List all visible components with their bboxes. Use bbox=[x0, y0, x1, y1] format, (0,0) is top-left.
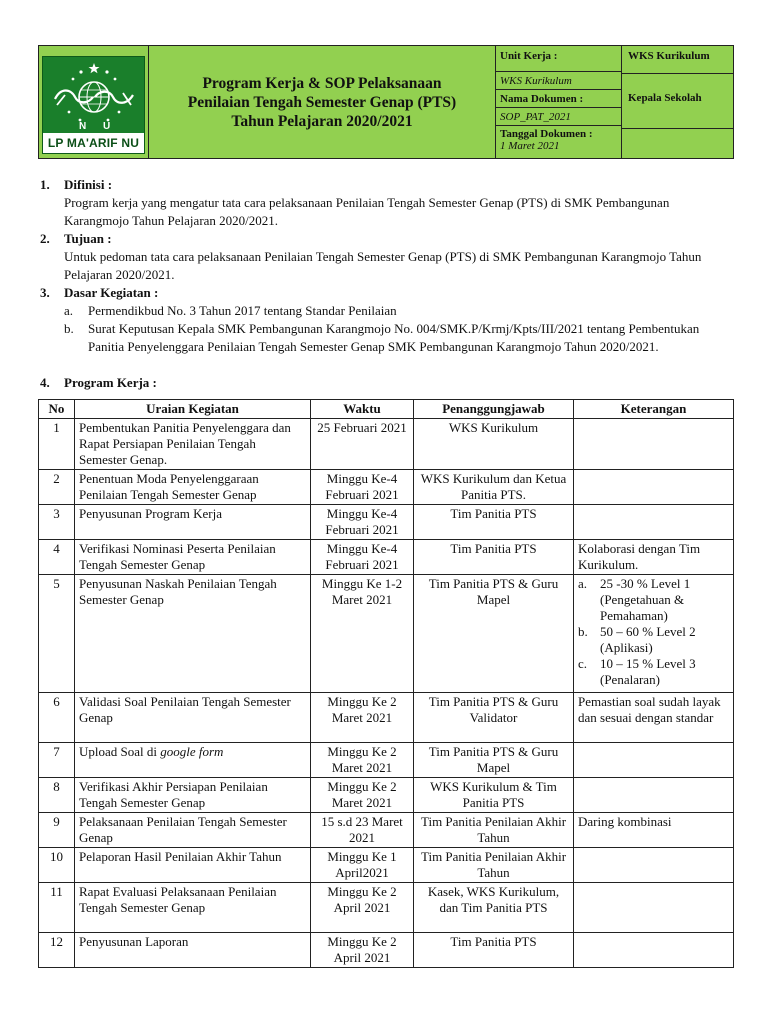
tanggal-label: Tanggal Dokumen : bbox=[500, 128, 593, 140]
cell-no: 8 bbox=[39, 778, 75, 813]
table-row bbox=[39, 883, 734, 933]
cell-uraian: Pembentukan Panitia Penyelenggara dan Rapat Persiapan Penilaian Tengah Semester Genap. bbox=[75, 419, 311, 470]
cell-no: 10 bbox=[39, 848, 75, 883]
cell-keterangan: Pemastian soal sudah layak dan sesuai dengan standar bbox=[574, 693, 734, 743]
table-row bbox=[39, 505, 734, 540]
cell-no: 12 bbox=[39, 933, 75, 968]
cell-no: 6 bbox=[39, 693, 75, 743]
cell-waktu: Minggu Ke 1-2 Maret 2021 bbox=[311, 575, 414, 693]
doc-title-line-3: Tahun Pelajaran 2020/2021 bbox=[231, 112, 413, 130]
logo-caption: LP MA'ARIF NU bbox=[43, 133, 144, 153]
level-item bbox=[578, 624, 729, 656]
cell-waktu: 25 Februari 2021 bbox=[311, 419, 414, 470]
cell-uraian: Penyusunan Naskah Penilaian Tengah Semester Genap bbox=[75, 575, 311, 693]
level-text: 10 – 15 % Level 3 (Penalaran) bbox=[600, 656, 696, 687]
cell-pj: Tim Panitia PTS bbox=[414, 933, 574, 968]
cell-no: 11 bbox=[39, 883, 75, 933]
table-row bbox=[39, 813, 734, 848]
logo-letter-n: N bbox=[79, 121, 87, 132]
cell-no: 2 bbox=[39, 470, 75, 505]
cell-uraian: Verifikasi Akhir Persiapan Penilaian Tengah Semester Genap bbox=[75, 778, 311, 813]
section-number: 2. bbox=[40, 231, 50, 246]
cell-pj: Tim Panitia PTS & Guru Mapel bbox=[414, 743, 574, 778]
cell-waktu: Minggu Ke 2 Maret 2021 bbox=[311, 743, 414, 778]
cell-pj: Tim Panitia Penilaian Akhir Tahun bbox=[414, 813, 574, 848]
unit-kerja-label: Unit Kerja : bbox=[496, 46, 621, 72]
section-title: Difinisi : bbox=[64, 177, 113, 192]
section-title: Tujuan : bbox=[64, 231, 112, 246]
cell-keterangan: Daring kombinasi bbox=[574, 813, 734, 848]
section-number: 4. bbox=[40, 375, 50, 390]
nama-dokumen-value: SOP_PAT_2021 bbox=[496, 108, 621, 126]
level-text: 25 -30 % Level 1 (Pengetahuan & Pemahaman) bbox=[600, 576, 691, 623]
cell-no: 9 bbox=[39, 813, 75, 848]
cell-keterangan bbox=[574, 575, 734, 693]
cell-uraian: Validasi Soal Penilaian Tengah Semester Genap bbox=[75, 693, 311, 743]
cell-no: 7 bbox=[39, 743, 75, 778]
cell-waktu: Minggu Ke 2 Maret 2021 bbox=[311, 778, 414, 813]
nama-dokumen-label: Nama Dokumen : bbox=[496, 90, 621, 108]
uraian-text: Upload Soal di bbox=[79, 744, 161, 759]
cell-uraian: Verifikasi Nominasi Peserta Penilaian Tengah Semester Genap bbox=[75, 540, 311, 575]
section-text: Untuk pedoman tata cara pelaksanaan Penilaian Tengah Semester Genap (PTS) di SMK Pembangunan Karangmojo Tahun Pelajaran 2020/2021. bbox=[64, 249, 702, 282]
kepala-sekolah-label: Kepala Sekolah bbox=[622, 74, 733, 129]
level-letter: a. bbox=[578, 576, 588, 591]
table-row bbox=[39, 693, 734, 743]
doc-title-line-1: Program Kerja & SOP Pelaksanaan bbox=[202, 74, 442, 92]
uraian-italic-text: google form bbox=[160, 744, 224, 759]
signature-blank bbox=[622, 129, 733, 158]
wks-kurikulum-label: WKS Kurikulum bbox=[622, 46, 733, 74]
cell-pj: Tim Panitia PTS bbox=[414, 505, 574, 540]
doc-title-line-2: Penilaian Tengah Semester Genap (PTS) bbox=[187, 93, 457, 111]
cell-waktu: Minggu Ke-4 Februari 2021 bbox=[311, 470, 414, 505]
lp-maarif-nu-logo bbox=[42, 56, 145, 154]
item-letter: a. bbox=[64, 303, 74, 318]
cell-no: 4 bbox=[39, 540, 75, 575]
cell-no: 3 bbox=[39, 505, 75, 540]
cell-pj: WKS Kurikulum & Tim Panitia PTS bbox=[414, 778, 574, 813]
cell-keterangan bbox=[574, 778, 734, 813]
col-header-pj: Penanggungjawab bbox=[414, 400, 574, 419]
table-row bbox=[39, 575, 734, 693]
table-row bbox=[39, 470, 734, 505]
dasar-item-b bbox=[40, 320, 730, 356]
table-row bbox=[39, 778, 734, 813]
col-header-no: No bbox=[39, 400, 75, 419]
table-row bbox=[39, 743, 734, 778]
cell-pj: Tim Panitia PTS & Guru Validator bbox=[414, 693, 574, 743]
cell-uraian: Penentuan Moda Penyelenggaraan Penilaian Tengah Semester Genap bbox=[75, 470, 311, 505]
cell-pj: Tim Panitia PTS bbox=[414, 540, 574, 575]
section-dasar-kegiatan bbox=[40, 284, 730, 356]
cell-waktu: Minggu Ke-4 Februari 2021 bbox=[311, 540, 414, 575]
col-header-waktu: Waktu bbox=[311, 400, 414, 419]
cell-waktu: Minggu Ke-4 Februari 2021 bbox=[311, 505, 414, 540]
level-text: 50 – 60 % Level 2 (Aplikasi) bbox=[600, 624, 696, 655]
level-letter: b. bbox=[578, 624, 588, 639]
item-text: Surat Keputusan Kepala SMK Pembangunan Karangmojo No. 004/SMK.P/Krmj/Kpts/III/2021 tentang Pembentukan Panitia Penyelenggara Penilaian Tengah Semester Genap SMK Pembangunan Karangmojo Tahun 2020/2021. bbox=[88, 321, 700, 354]
meta-cell bbox=[496, 46, 622, 159]
level-letter: c. bbox=[578, 656, 588, 671]
level-list bbox=[578, 576, 729, 688]
cell-uraian: Pelaporan Hasil Penilaian Akhir Tahun bbox=[75, 848, 311, 883]
level-item bbox=[578, 656, 729, 688]
cell-pj: WKS Kurikulum bbox=[414, 419, 574, 470]
table-row bbox=[39, 540, 734, 575]
cell-waktu: Minggu Ke 2 April 2021 bbox=[311, 883, 414, 933]
cell-keterangan: Kolaborasi dengan Tim Kurikulum. bbox=[574, 540, 734, 575]
dasar-item-a bbox=[40, 302, 730, 320]
cell-waktu: Minggu Ke 1 April2021 bbox=[311, 848, 414, 883]
cell-pj: Kasek, WKS Kurikulum, dan Tim Panitia PTS bbox=[414, 883, 574, 933]
program-kerja-table bbox=[38, 399, 734, 968]
level-item bbox=[578, 576, 729, 624]
table-header-row bbox=[39, 400, 734, 419]
cell-waktu: Minggu Ke 2 April 2021 bbox=[311, 933, 414, 968]
item-text: Permendikbud No. 3 Tahun 2017 tentang Standar Penilaian bbox=[88, 303, 397, 318]
title-cell bbox=[149, 46, 496, 159]
cell-pj: Tim Panitia Penilaian Akhir Tahun bbox=[414, 848, 574, 883]
cell-keterangan bbox=[574, 505, 734, 540]
col-header-uraian: Uraian Kegiatan bbox=[75, 400, 311, 419]
approval-cell bbox=[622, 46, 734, 159]
table-row bbox=[39, 848, 734, 883]
cell-uraian: Pelaksanaan Penilaian Tengah Semester Genap bbox=[75, 813, 311, 848]
cell-uraian: Penyusunan Laporan bbox=[75, 933, 311, 968]
cell-keterangan bbox=[574, 883, 734, 933]
section-number: 3. bbox=[40, 285, 50, 300]
cell-pj: WKS Kurikulum dan Ketua Panitia PTS. bbox=[414, 470, 574, 505]
cell-uraian bbox=[75, 743, 311, 778]
cell-no: 5 bbox=[39, 575, 75, 693]
item-letter: b. bbox=[64, 321, 74, 336]
section-program-kerja bbox=[40, 374, 730, 392]
section-title: Program Kerja : bbox=[64, 375, 157, 390]
logo-cell bbox=[39, 46, 149, 159]
cell-uraian: Penyusunan Program Kerja bbox=[75, 505, 311, 540]
unit-kerja-value: WKS Kurikulum bbox=[496, 72, 621, 90]
section-tujuan bbox=[40, 230, 730, 284]
cell-keterangan bbox=[574, 933, 734, 968]
table-row bbox=[39, 933, 734, 968]
section-title: Dasar Kegiatan : bbox=[64, 285, 159, 300]
cell-uraian: Rapat Evaluasi Pelaksanaan Penilaian Tengah Semester Genap bbox=[75, 883, 311, 933]
section-number: 1. bbox=[40, 177, 50, 192]
section-text: Program kerja yang mengatur tata cara pelaksanaan Penilaian Tengah Semester Genap (PTS) di SMK Pembangunan Karangmojo Tahun Pelajaran 2020/2021. bbox=[64, 195, 670, 228]
logo-letter-u: U bbox=[103, 121, 111, 132]
cell-keterangan bbox=[574, 848, 734, 883]
document-header bbox=[38, 45, 734, 159]
cell-waktu: 15 s.d 23 Maret 2021 bbox=[311, 813, 414, 848]
col-header-keterangan: Keterangan bbox=[574, 400, 734, 419]
tanggal-value: 1 Maret 2021 bbox=[500, 140, 560, 152]
cell-waktu: Minggu Ke 2 Maret 2021 bbox=[311, 693, 414, 743]
cell-no: 1 bbox=[39, 419, 75, 470]
cell-pj: Tim Panitia PTS & Guru Mapel bbox=[414, 575, 574, 693]
cell-keterangan bbox=[574, 743, 734, 778]
cell-keterangan bbox=[574, 419, 734, 470]
section-difinisi bbox=[40, 176, 730, 230]
cell-keterangan bbox=[574, 470, 734, 505]
tanggal-dokumen bbox=[496, 126, 621, 156]
table-row bbox=[39, 419, 734, 470]
